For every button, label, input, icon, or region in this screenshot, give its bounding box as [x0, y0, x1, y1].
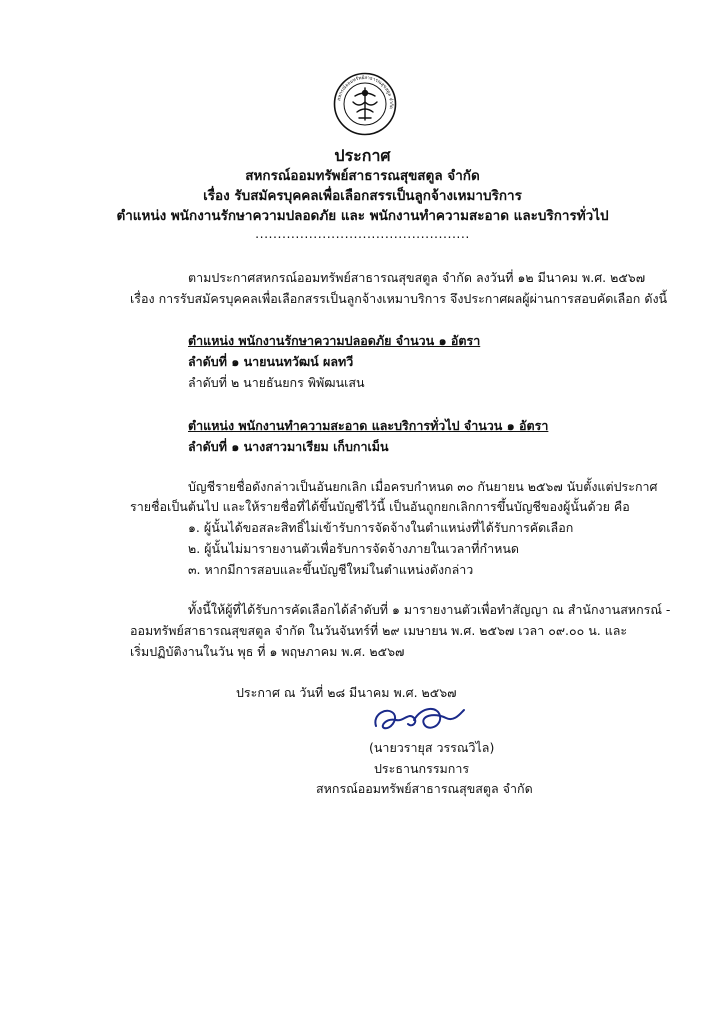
intro-line-2: เรื่อง การรับสมัครบุคคลเพื่อเลือกสรรเป็นลูกจ้างเหมาบริการ จึงประกาศผลผู้ผ่านการสอบคัดเลือก ดังนี้ [130, 291, 668, 306]
signatory-name: (นายวรายุส วรรณวิไล) [369, 740, 495, 755]
instruction-line-2: ออมทรัพย์สาธารณสุขสตูล จำกัด ในวันจันทร์ที่ ๒๙ เมษายน พ.ศ. ๒๕๖๗ เวลา ๐๙.๐๐ น. และ [130, 623, 628, 638]
validity-line-1: บัญชีรายชื่อดังกล่าวเป็นอันยกเลิก เมื่อครบกำหนด ๓๐ กันยายน ๒๕๖๗ นับตั้งแต่ประกาศ [188, 479, 658, 494]
cancel-condition-1: ๑. ผู้นั้นได้ขอสละสิทธิ์ไม่เข้ารับการจัดจ้างในตำแหน่งที่ได้รับการคัดเลือก [188, 520, 574, 535]
cooperative-seal [333, 72, 397, 136]
subject-line: เรื่อง รับสมัครบุคคลเพื่อเลือกสรรเป็นลูกจ้างเหมาบริการ [203, 188, 522, 204]
section1-rank-2: ลำดับที่ ๒ นายธันยกร พิพัฒนเสน [188, 375, 365, 390]
signatory-org: สหกรณ์ออมทรัพย์สาธารณสุขสตูล จำกัด [316, 781, 533, 796]
positions-line: ตำแหน่ง พนักงานรักษาความปลอดภัย และ พนักงานทำความสะอาด และบริการทั่วไป [116, 208, 609, 224]
section2-heading: ตำแหน่ง พนักงานทำความสะอาด และบริการทั่วไป จำนวน ๑ อัตรา [188, 418, 549, 433]
section1-rank-1: ลำดับที่ ๑ นายนนทวัฒน์ ผลทวี [188, 354, 354, 369]
header-divider: ................................................ [255, 226, 470, 241]
cancel-condition-3: ๓. หากมีการสอบและขึ้นบัญชีใหม่ในตำแหน่งดังกล่าว [188, 562, 474, 577]
signature-image [368, 700, 468, 740]
section2-rank-1: ลำดับที่ ๑ นางสาวมาเรียม เก็บกาเม็น [188, 439, 389, 454]
cancel-condition-2: ๒. ผู้นั้นไม่มารายงานตัวเพื่อรับการจัดจ้างภายในเวลาที่กำหนด [188, 541, 520, 556]
instruction-line-3: เริ่มปฏิบัติงานในวัน พุธ ที่ ๑ พฤษภาคม พ.ศ. ๒๕๖๗ [130, 644, 405, 659]
org-name: สหกรณ์ออมทรัพย์สาธารณสุขสตูล จำกัด [245, 168, 480, 184]
instruction-line-1: ทั้งนี้ให้ผู้ที่ได้รับการคัดเลือกได้ลำดับที่ ๑ มารายงานตัวเพื่อทำสัญญา ณ สำนักงานสหกรณ์ - [188, 602, 671, 617]
seal-emblem-icon [353, 88, 377, 120]
signatory-title: ประธานกรรมการ [374, 761, 470, 776]
seal-ring-text: สหกรณ์ออมทรัพย์สาธารณสุขสตูล จำกัด [337, 75, 394, 110]
validity-line-2: รายชื่อเป็นต้นไป และให้รายชื่อที่ได้ขึ้นบัญชีไว้นี้ เป็นอันถูกยกเลิกการขึ้นบัญชีของผู้นั้นด้วย คือ [130, 499, 630, 514]
section1-heading: ตำแหน่ง พนักงานรักษาความปลอดภัย จำนวน ๑ อัตรา [188, 333, 481, 348]
intro-line-1: ตามประกาศสหกรณ์ออมทรัพย์สาธารณสุขสตูล จำกัด ลงวันที่ ๑๒ มีนาคม พ.ศ. ๒๕๖๗ [188, 270, 646, 285]
page-title: ประกาศ [334, 146, 391, 165]
announcement-date: ประกาศ ณ วันที่ ๒๘ มีนาคม พ.ศ. ๒๕๖๗ [236, 685, 457, 700]
